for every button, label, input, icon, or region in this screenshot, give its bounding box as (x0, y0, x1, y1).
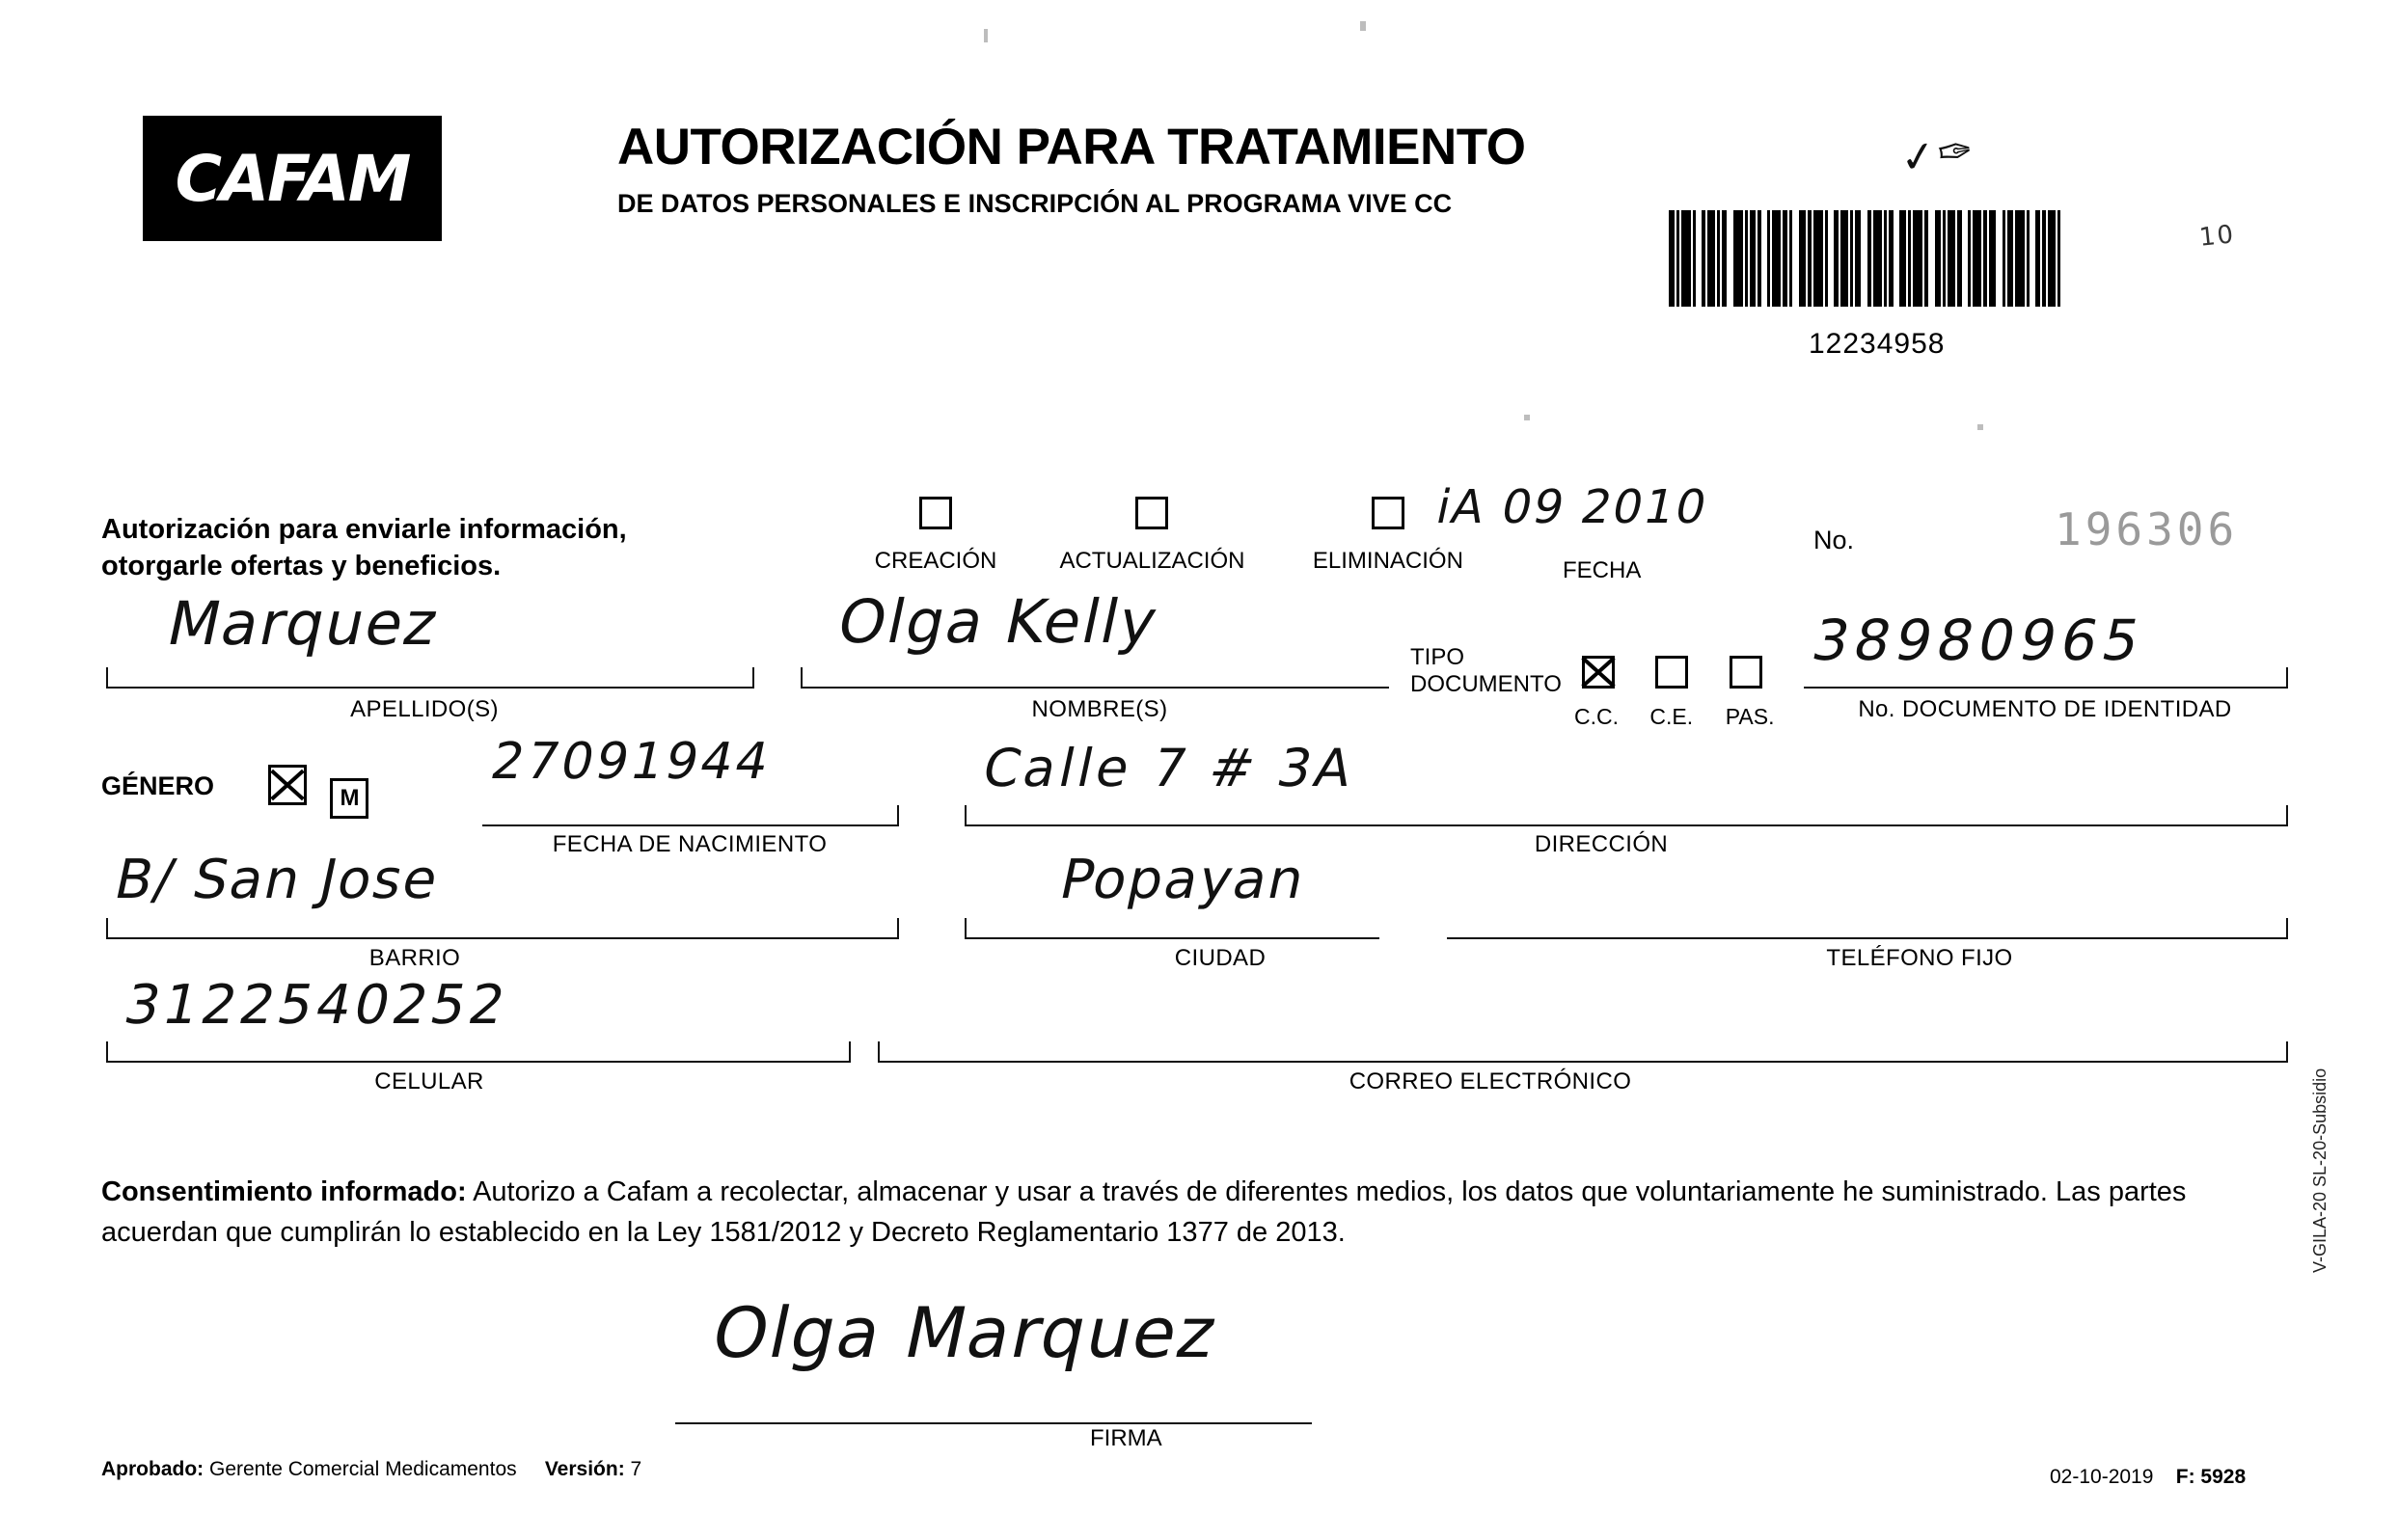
documento-line (1804, 687, 2286, 689)
barrio-value[interactable]: B/ San Jose (109, 849, 446, 911)
creacion-checkbox-box[interactable] (919, 497, 952, 529)
barrio-label: BARRIO (368, 945, 461, 971)
consent-heading: Consentimiento informado: (101, 1176, 467, 1207)
authorization-intro-line2: otorgarle ofertas y beneficios. (101, 551, 502, 582)
consent-paragraph (101, 1172, 2291, 1253)
tipo-documento-label-line1: TIPO (1410, 644, 1465, 670)
signature-line (675, 1422, 1312, 1424)
barrio-line (106, 937, 897, 939)
footer-version-label: Versión: (544, 1458, 625, 1480)
celular-bracket-left (106, 1041, 108, 1063)
footer-approved-label: Aprobado: (101, 1458, 204, 1480)
correo-label: CORREO ELECTRÓNICO (1349, 1068, 1632, 1094)
ce-checkbox[interactable] (1655, 656, 1688, 689)
nombre-label: NOMBRE(S) (1031, 696, 1168, 722)
authorization-intro-line1: Autorización para enviarle información, (101, 514, 627, 545)
ce-label: C.E. (1649, 704, 1694, 729)
scan-speck (1977, 424, 1983, 430)
barrio-bracket-right (897, 918, 899, 939)
fecha-value[interactable]: iA 09 2010 (1431, 480, 1713, 534)
documento-label: No. DOCUMENTO DE IDENTIDAD (1858, 696, 2232, 722)
page-title: AUTORIZACIÓN PARA TRATAMIENTO (617, 119, 1526, 176)
telefono-fijo-line (1447, 937, 2286, 939)
cafam-logo (143, 116, 442, 241)
direccion-bracket-left (965, 805, 967, 826)
cc-checkbox[interactable] (1582, 656, 1615, 689)
signature-value[interactable]: Olga Marquez (705, 1292, 1226, 1373)
document-type-labels (1574, 704, 1795, 730)
genero-label: GÉNERO (101, 771, 215, 800)
direccion-bracket-right (2286, 805, 2288, 826)
apellido-label: APELLIDO(S) (350, 696, 499, 722)
celular-label: CELULAR (374, 1068, 484, 1094)
genero-f-checkbox[interactable] (268, 765, 307, 805)
nombre-value[interactable]: Olga Kelly (831, 586, 1165, 657)
barcode-number: 12234958 (1809, 328, 1946, 360)
celular-line (106, 1061, 849, 1063)
telefono-fijo-label: TELÉFONO FIJO (1826, 945, 2013, 971)
pas-checkbox[interactable] (1730, 656, 1762, 689)
celular-value[interactable]: 3122540252 (119, 974, 515, 1037)
tipo-documento-label (1410, 644, 1562, 697)
correo-bracket-right (2286, 1041, 2288, 1063)
telefono-fijo-bracket-right (2286, 918, 2288, 939)
scan-speck (1360, 21, 1366, 31)
genero-group (268, 765, 368, 819)
scan-speck (1524, 415, 1530, 420)
apellido-bracket-right (752, 667, 754, 689)
actualizacion-label: ACTUALIZACIÓN (1059, 548, 1245, 574)
checkbox-actualizacion[interactable] (1026, 497, 1277, 575)
barrio-bracket-left (106, 918, 108, 939)
footer-version-value: 7 (630, 1458, 642, 1480)
no-label: No. (1813, 526, 1855, 554)
footer-side-text: V-GILA-20 SL-20-Subsidio (2310, 1067, 2330, 1273)
fecha-label: FECHA (1563, 557, 1642, 583)
fecha-nacimiento-value[interactable]: 27091944 (485, 733, 777, 791)
creacion-label: CREACIÓN (874, 548, 997, 574)
pas-label: PAS. (1725, 704, 1775, 729)
celular-bracket-right (849, 1041, 851, 1063)
cc-label: C.C. (1574, 704, 1619, 729)
footer-approval (101, 1458, 641, 1481)
documento-value[interactable]: 38980965 (1806, 608, 2152, 673)
scan-speck (984, 29, 988, 42)
nombre-line (801, 687, 1389, 689)
footer-form-code: F: 5928 (2175, 1466, 2247, 1488)
genero-m-label: M (340, 785, 360, 811)
genero-m-checkbox[interactable] (330, 778, 368, 819)
fecha-nacimiento-label: FECHA DE NACIMIENTO (552, 831, 828, 857)
fecha-nacimiento-line (482, 824, 897, 826)
direccion-line (965, 824, 2286, 826)
authorization-intro (101, 511, 777, 585)
cafam-logo-text: CAFAM (175, 141, 410, 216)
signature-label: FIRMA (1090, 1425, 1162, 1451)
documento-bracket-right (2286, 667, 2288, 689)
footer-date: 02-10-2019 (2050, 1466, 2154, 1488)
operation-checkbox-group (849, 497, 1494, 575)
apellido-line (106, 687, 752, 689)
barcode-icon (1669, 210, 2084, 307)
page-subtitle: DE DATOS PERSONALES E INSCRIPCIÓN AL PROGRAMA VIVE CC (617, 189, 1453, 218)
footer-approved-value: Gerente Comercial Medicamentos (209, 1458, 517, 1480)
ciudad-line (965, 937, 1379, 939)
tipo-documento-label-line2: DOCUMENTO (1410, 670, 1562, 697)
apellido-bracket-left (106, 667, 108, 689)
eliminacion-checkbox-box[interactable] (1372, 497, 1404, 529)
nombre-bracket-left (801, 667, 803, 689)
ciudad-value[interactable]: Popayan (1054, 849, 1312, 911)
document-type-group (1582, 656, 1762, 693)
consent-text: Autorizo a Cafam a recolectar, almacenar y usar a través de diferentes medios, los datos que voluntariamente he suministrado. Las partes acuerdan que cumplirán lo establecido en la Ley 1581/2012 y Decreto Reglamentario 1377 de 2013. (101, 1176, 2187, 1249)
apellido-value[interactable]: Marquez (161, 588, 446, 659)
eliminacion-label: ELIMINACIÓN (1312, 548, 1463, 574)
direccion-value[interactable]: Calle 7 # 3A (977, 738, 1362, 798)
fecha-nacimiento-bracket-right (897, 805, 899, 826)
handwritten-mark-icon: ✓✑ (1896, 124, 1978, 185)
ciudad-bracket-left (965, 918, 967, 939)
correo-line (878, 1061, 2286, 1063)
corner-page-number: 10 (2197, 220, 2237, 253)
footer-date-code (2050, 1466, 2246, 1489)
ciudad-label: CIUDAD (1174, 945, 1267, 971)
no-value: 196306 (2055, 503, 2239, 555)
correo-bracket-left (878, 1041, 880, 1063)
direccion-label: DIRECCIÓN (1534, 831, 1669, 857)
actualizacion-checkbox-box[interactable] (1135, 497, 1168, 529)
checkbox-creacion[interactable] (849, 497, 1022, 575)
